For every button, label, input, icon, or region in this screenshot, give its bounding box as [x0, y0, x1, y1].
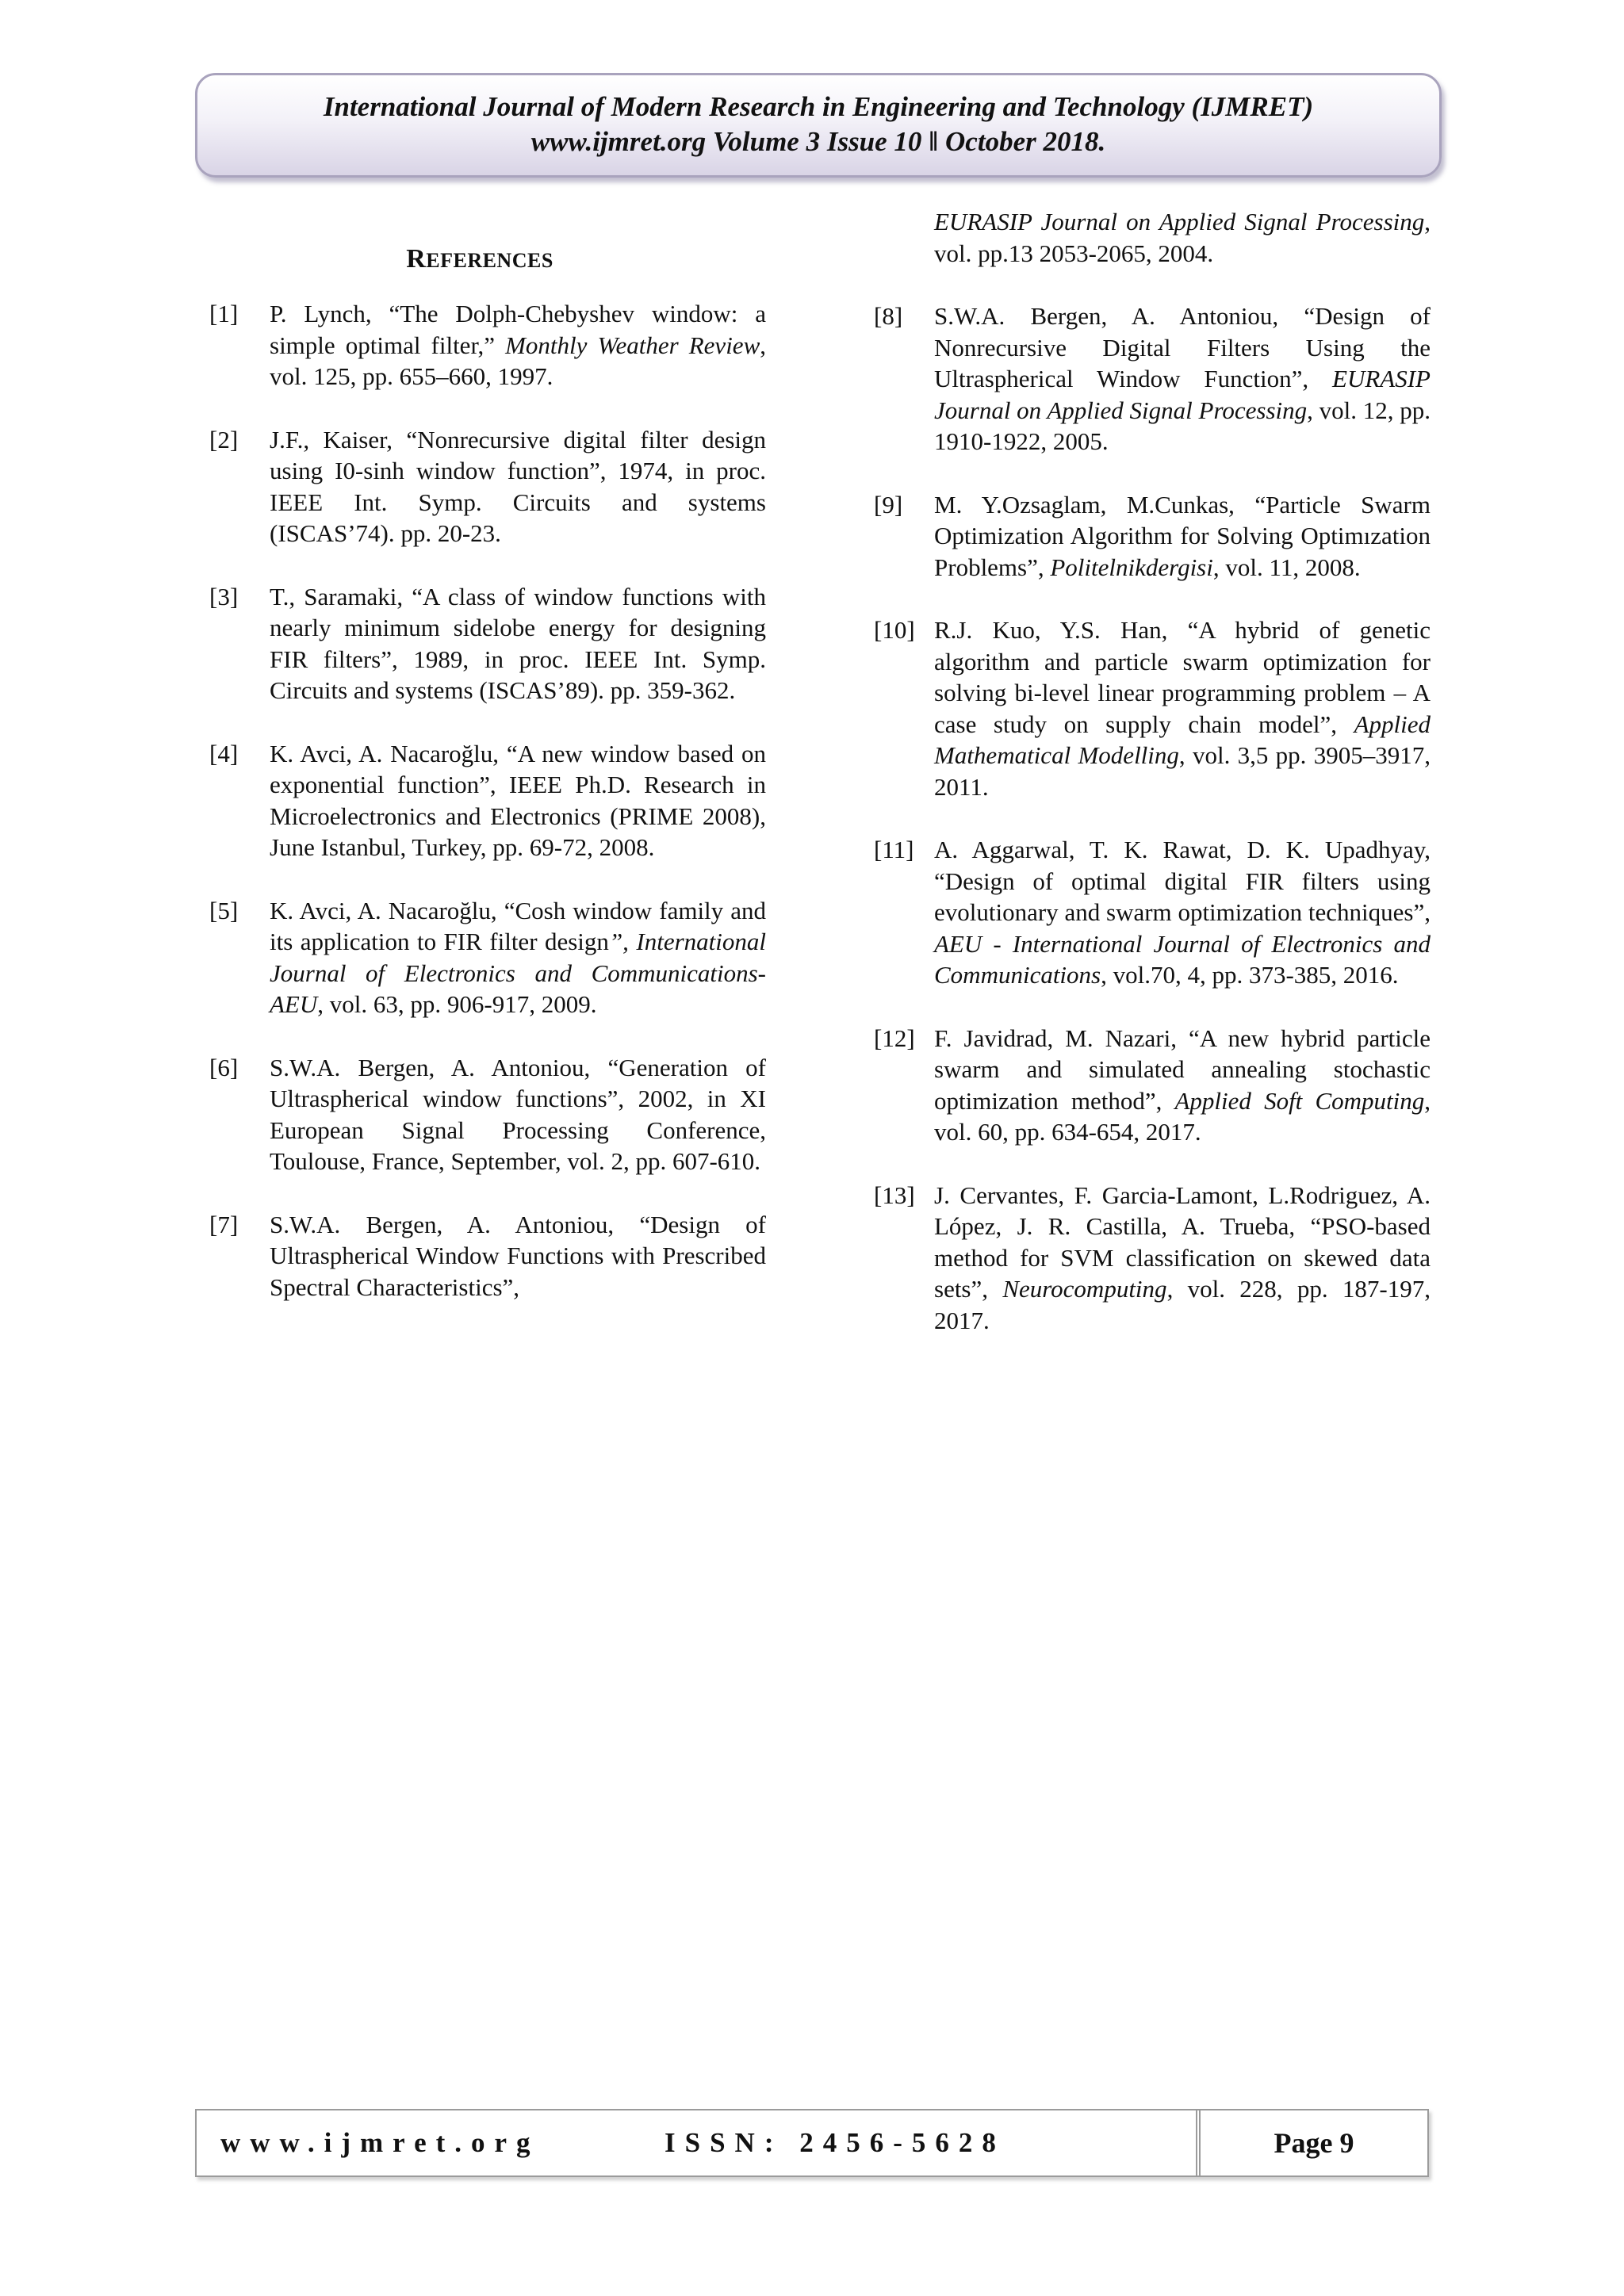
reference-text: P. Lynch, “The Dolph-Chebyshev window: a simple optimal filter,” — [270, 300, 766, 359]
reference-text: K. Avci, A. Nacaroğlu, “Cosh window family and its application to FIR filter design — [270, 896, 766, 955]
reference-text: , vol. 125, pp. 655–660, 1997. — [270, 331, 766, 390]
references-heading-rest: EFERENCES — [426, 249, 553, 272]
reference-item — [874, 1023, 1431, 1148]
footer-page-number: Page 9 — [1274, 2127, 1354, 2159]
reference-number: [10] — [874, 616, 915, 644]
reference-item — [209, 895, 766, 1020]
references-heading-initial: R — [406, 244, 427, 274]
reference-text: , vol.70, 4, pp. 373-385, 2016. — [1101, 961, 1399, 989]
reference-number: [4] — [209, 739, 239, 767]
reference-text: , vol. 60, pp. 634-654, 2017. — [934, 1086, 1431, 1146]
reference-body — [934, 1180, 1431, 1337]
reference-item — [209, 581, 766, 706]
reference-text: T., Saramaki, “A class of window functions with nearly minimum sidelobe energy for designing FIR filters”, 1989, in proc. IEEE Int. Symp. Circuits and systems (ISCAS’89). pp. 359-362. — [270, 582, 766, 704]
reference-text: F. Javidrad, M. Nazari, “A new hybrid particle swarm and simulated annealing stochastic optimization method”, — [934, 1024, 1431, 1115]
reference-text: , vol. 12, pp. 1910-1922, 2005. — [934, 396, 1431, 455]
reference-item — [874, 300, 1431, 457]
reference-item — [874, 1180, 1431, 1337]
reference-text: , vol. 63, pp. 906-917, 2009. — [317, 990, 597, 1018]
reference-number: [8] — [874, 302, 903, 330]
reference-number: [9] — [874, 490, 903, 519]
page-footer — [195, 2109, 1429, 2177]
reference-body — [934, 834, 1431, 991]
reference-body — [934, 489, 1431, 584]
reference-number: [6] — [209, 1053, 239, 1081]
reference-italic-text: ”, International Journal of Electronics and Communications-AEU — [270, 928, 766, 1018]
journal-header-banner — [195, 73, 1442, 178]
reference-body — [270, 424, 766, 549]
reference-item — [874, 834, 1431, 991]
reference-italic-text: Monthly Weather Review — [505, 331, 760, 359]
reference-number: [12] — [874, 1024, 915, 1052]
reference-body — [270, 581, 766, 706]
reference-body — [270, 895, 766, 1020]
reference-italic-text: EURASIP Journal on Applied Signal Processing — [934, 365, 1431, 424]
reference-italic-text: AEU - International Journal of Electronics and Communications — [934, 929, 1431, 989]
reference-body — [270, 298, 766, 392]
reference-body — [934, 300, 1431, 457]
reference-text: M. Y.Ozsaglam, M.Cunkas, “Particle Swarm Optimization Algorithm for Solving Optimızation Problems”, — [934, 490, 1431, 581]
reference-text: J. Cervantes, F. Garcia-Lamont, L.Rodriguez, A. López, J. R. Castilla, A. Trueba, “PSO-based method for SVM classification on skewed data sets”, — [934, 1181, 1431, 1303]
reference-body — [934, 1023, 1431, 1148]
reference-text: , vol. pp.13 2053-2065, 2004. — [934, 208, 1431, 267]
reference-italic-text: EURASIP Journal on Applied Signal Processing — [934, 208, 1425, 235]
reference-text: R.J. Kuo, Y.S. Han, “A hybrid of genetic algorithm and particle swarm optimization for solving bi-level linear programming problem – A case study on supply chain model”, — [934, 616, 1431, 738]
reference-number: [11] — [874, 836, 914, 863]
reference-text: S.W.A. Bergen, A. Antoniou, “Generation of Ultraspherical window functions”, 2002, in XI European Signal Processing Conference, Toulouse, France, September, vol. 2, pp. 607-610. — [270, 1053, 766, 1175]
references-heading — [270, 244, 690, 274]
reference-item — [874, 489, 1431, 584]
reference-item — [209, 298, 766, 392]
reference-italic-text: Applied Soft Computing — [1174, 1086, 1425, 1115]
reference-body — [270, 1209, 766, 1303]
reference-item — [209, 424, 766, 549]
reference-number: [7] — [209, 1210, 239, 1238]
footer-issn: ISSN: 2456-5628 — [665, 2127, 1005, 2158]
reference-item — [209, 738, 766, 863]
footer-main-cell — [197, 2110, 1201, 2175]
journal-title: International Journal of Modern Research in Engineering and Technology (IJMRET) — [323, 91, 1314, 122]
reference-number: [5] — [209, 896, 239, 924]
reference-7-continuation — [934, 206, 1431, 269]
reference-body — [270, 738, 766, 863]
reference-item — [209, 1209, 766, 1303]
reference-text: A. Aggarwal, T. K. Rawat, D. K. Upadhyay, “Design of optimal digital FIR filters using evolutionary and swarm optimization techniques”, — [934, 836, 1431, 926]
reference-body — [934, 614, 1431, 802]
reference-number: [3] — [209, 582, 239, 610]
journal-issue-info: www.ijmret.org Volume 3 Issue 10 ǁ October 2018. — [530, 126, 1106, 157]
reference-italic-text: Politelnikdergisi — [1050, 553, 1213, 581]
reference-text: K. Avci, A. Nacaroğlu, “A new window based on exponential function”, IEEE Ph.D. Research in Microelectronics and Electronics (PRIME 2008), June Istanbul, Turkey, pp. 69-72, 2008. — [270, 739, 766, 861]
reference-text: , vol. 11, 2008. — [1212, 553, 1361, 581]
reference-number: [13] — [874, 1181, 915, 1209]
reference-text: , vol. 228, pp. 187-197, 2017. — [934, 1275, 1431, 1334]
reference-text: S.W.A. Bergen, A. Antoniou, “Design of Nonrecursive Digital Filters Using the Ultraspherical Window Function”, — [934, 302, 1431, 392]
reference-italic-text: Neurocomputing — [1002, 1275, 1167, 1303]
reference-body — [270, 1052, 766, 1177]
footer-website: www.ijmret.org — [220, 2127, 540, 2158]
reference-item — [874, 614, 1431, 802]
reference-item — [209, 1052, 766, 1177]
reference-italic-text: Applied Mathematical Modelling — [934, 710, 1431, 769]
reference-text: , vol. 3,5 pp. 3905–3917, 2011. — [934, 741, 1431, 801]
reference-text: S.W.A. Bergen, A. Antoniou, “Design of Ultraspherical Window Functions with Prescribed Spectral Characteristics”, — [270, 1210, 766, 1301]
references-list-left — [209, 298, 766, 1334]
reference-text: J.F., Kaiser, “Nonrecursive digital filter design using I0-sinh window function”, 1974, in proc. IEEE Int. Symp. Circuits and systems (ISCAS’74). pp. 20-23. — [270, 425, 766, 547]
reference-number: [1] — [209, 300, 239, 327]
reference-number: [2] — [209, 425, 239, 453]
references-list-right — [874, 206, 1431, 1368]
